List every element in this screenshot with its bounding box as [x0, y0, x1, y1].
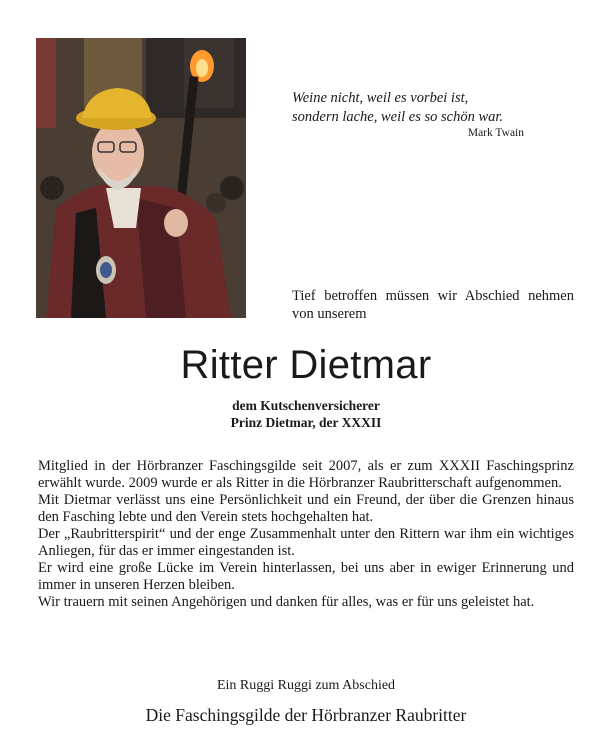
deceased-subtitle [0, 397, 612, 431]
portrait-photo-icon [36, 38, 246, 318]
obituary-body [38, 458, 574, 611]
farewell-line: Ein Ruggi Ruggi zum Abschied [216, 678, 396, 693]
subtitle-line-1: dem Kutschenversicherer [232, 398, 380, 413]
quote-author: Mark Twain [467, 127, 524, 139]
portrait-photo [36, 38, 246, 318]
body-paragraph: Mit Dietmar verlässt uns eine Persönlichkeit und ein Freund, der über die Grenzen hinaus den Fasching lebte und den Verein stets hochgehalten hat. [38, 492, 574, 525]
subtitle-line-2: Prinz Dietmar, der XXXII [230, 415, 382, 430]
quote-line-2: sondern lache, weil es so schön war. [292, 109, 504, 125]
body-paragraph: Wir trauern mit seinen Angehörigen und danken für alles, was er für uns geleistet hat. [38, 594, 535, 610]
intro-text: Tief betroffen müssen wir Abschied nehmen von unserem [292, 288, 574, 322]
body-paragraph: Er wird eine große Lücke im Verein hinterlassen, bei uns aber in ewiger Erinnerung und immer in unseren Herzen bleiben. [38, 560, 574, 593]
deceased-name: Ritter Dietmar [180, 343, 432, 387]
body-paragraph: Mitglied in der Hörbranzer Faschingsgilde seit 2007, als er zum XXXII Faschingsprinz erwählt wurde. 2009 wurde er als Ritter in die Hörbranzer Raubritterschaft aufgenommen. [38, 458, 574, 491]
signature-line: Die Faschingsgilde der Hörbranzer Raubritter [145, 705, 467, 725]
quote-line-1: Weine nicht, weil es vorbei ist, [292, 90, 469, 106]
body-paragraph: Der „Raubritterspirit“ und der enge Zusammenhalt unter den Rittern war ihm ein wichtiges Anliegen, für das er immer eingestanden ist. [38, 526, 574, 559]
quote [292, 89, 582, 127]
